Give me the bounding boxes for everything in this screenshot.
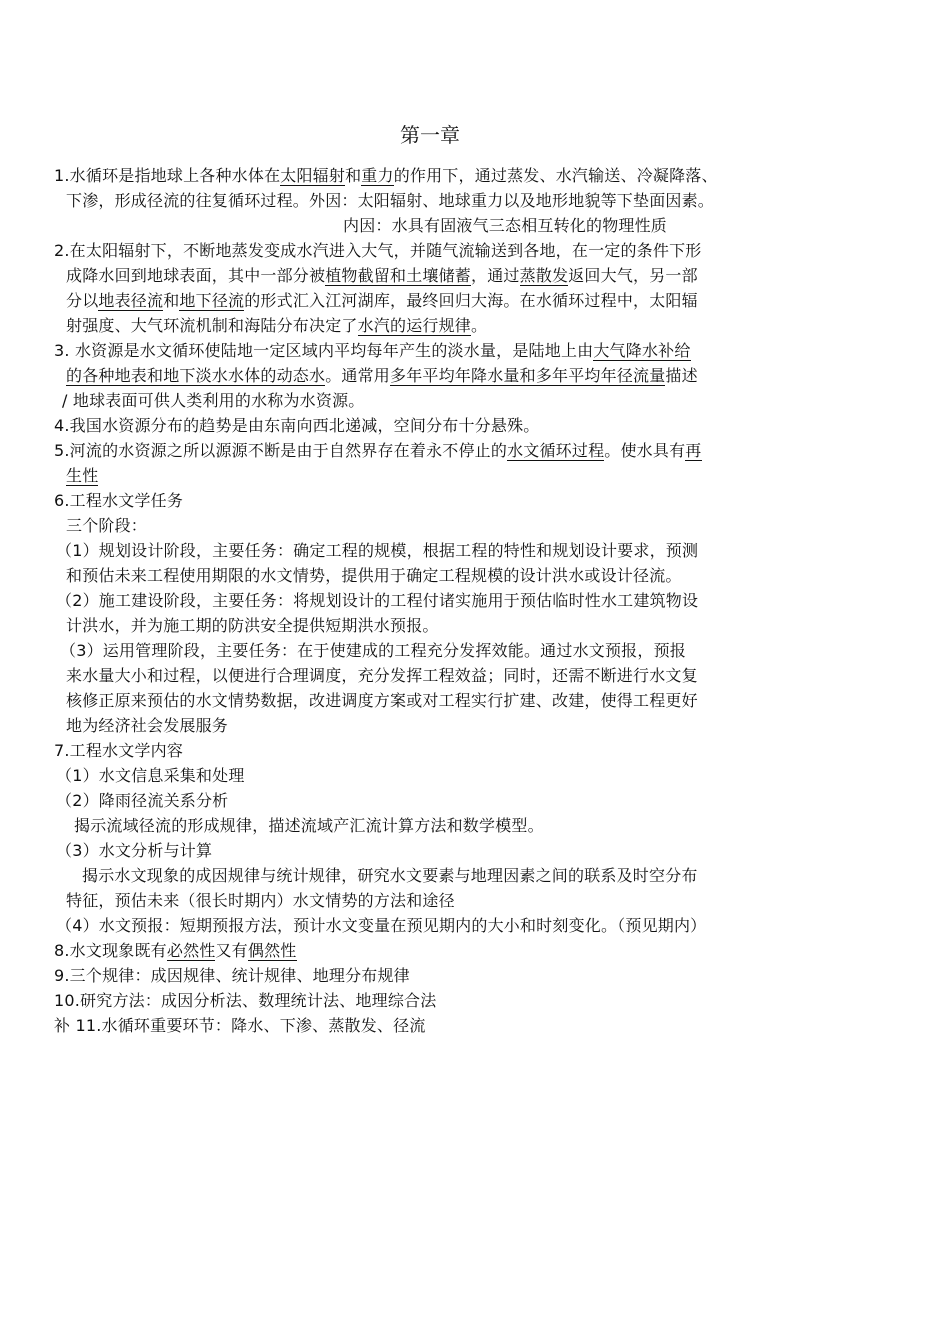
- underlined-term: 地表径流: [98, 291, 164, 310]
- underlined-term: 植物截留和土壤储蓄: [325, 266, 472, 285]
- chapter-title: 第一章: [400, 123, 460, 147]
- p1-line-2: 下渗，形成径流的往复循环过程。外因：太阳辐射、地球重力以及地形地貌等下垫面因素。: [66, 191, 715, 210]
- underlined-term: 必然性: [166, 941, 216, 960]
- p5-text: 5.河流的水资源之所以源源不断是由于自然界存在着永不停止的: [54, 441, 508, 460]
- p3-line-2: [66, 364, 698, 388]
- p8-text: 又有: [215, 941, 248, 960]
- p5-text: 。使水具有: [604, 441, 686, 460]
- p5-line-1: [54, 439, 702, 463]
- underlined-term: 再: [685, 441, 702, 460]
- p2-text: 分以: [66, 291, 99, 310]
- p8-line: [54, 939, 297, 963]
- p3-text: 。通常用: [325, 366, 391, 385]
- p3-text: 描述: [665, 366, 698, 385]
- underlined-term: 重力: [361, 166, 394, 185]
- underlined-term: 偶然性: [247, 941, 297, 960]
- p1-text: 和: [345, 166, 362, 185]
- underlined-term: 太阳辐射: [280, 166, 346, 185]
- p2-text: 射强度、大气环流机制和海陆分布决定了: [66, 316, 358, 335]
- p7-item-3-desc-2: 特征，预估未来（很长时期内）水文情势的方法和途径: [66, 891, 455, 910]
- underlined-term: 的各种地表和地下淡水水体的动态水: [66, 366, 326, 385]
- p6-stage-3-line-4: 地为经济社会发展服务: [66, 716, 229, 735]
- p1-line-3: 内因：水具有固液气三态相互转化的物理性质: [343, 216, 668, 235]
- p8-text: 8.水文现象既有: [54, 941, 167, 960]
- p5-line-2: [66, 464, 98, 488]
- p4-line: 4.我国水资源分布的趋势是由东南向西北递减，空间分布十分悬殊。: [54, 416, 540, 435]
- p2-line-2: [66, 264, 698, 288]
- p6-stage-3-line-2: 来水量大小和过程，以便进行合理调度，充分发挥工程效益；同时，还需不断进行水文复: [66, 666, 698, 685]
- underlined-term: 多年平均年降水量和多年平均年径流量: [390, 366, 666, 385]
- underlined-term: 地下径流: [179, 291, 245, 310]
- p2-text: 的形式汇入江河湖库，最终回归大海。在水循环过程中，太阳辐: [244, 291, 698, 310]
- p7-item-3: （3）水文分析与计算: [56, 841, 213, 860]
- p1-text: 1.水循环是指地球上各种水体在: [54, 166, 281, 185]
- p2-text: ，通过: [471, 266, 520, 285]
- p2-text: 。: [471, 316, 488, 335]
- p2-text: 成降水回到地球表面，其中一部分被: [66, 266, 326, 285]
- p10-line: 10.研究方法：成因分析法、数理统计法、地理综合法: [54, 991, 437, 1010]
- p11-line: 补 11.水循环重要环节：降水、下渗、蒸散发、径流: [54, 1016, 426, 1035]
- p3-line-1: [54, 339, 691, 363]
- p6-stage-2-line-1: （2）施工建设阶段，主要任务：将规划设计的工程付诸实施用于预估临时性水工建筑物设: [56, 591, 699, 610]
- p6-stage-3-line-3: 核修正原来预估的水文情势数据，改进调度方案或对工程实行扩建、改建，使得工程更好: [66, 691, 698, 710]
- p3-text: 3. 水资源是水文循环使陆地一定区域内平均每年产生的淡水量，是陆地上由: [54, 341, 594, 360]
- underlined-term: 大气降水补给: [593, 341, 691, 360]
- p6-stage-1-line-2: 和预估未来工程使用期限的水文情势，提供用于确定工程规模的设计洪水或设计径流。: [66, 566, 682, 585]
- p1-line-1: [54, 164, 718, 188]
- p7-item-1: （1）水文信息采集和处理: [56, 766, 245, 785]
- p2-text: 和: [163, 291, 180, 310]
- p2-text: 返回大气，另一部: [568, 266, 698, 285]
- p3-line-3: / 地球表面可供人类利用的水称为水资源。: [62, 391, 365, 410]
- p2-line-4: [66, 314, 487, 338]
- p6-stage-1-line-1: （1）规划设计阶段，主要任务：确定工程的规模，根据工程的特性和规划设计要求，预测: [56, 541, 699, 560]
- p7-heading: 7.工程水文学内容: [54, 741, 184, 760]
- p7-item-4: （4）水文预报：短期预报方法，预计水文变量在预见期内的大小和时刻变化。（预见期内）: [56, 916, 707, 935]
- p7-item-2: （2）降雨径流关系分析: [56, 791, 229, 810]
- p6-subheading: 三个阶段：: [66, 516, 148, 535]
- underlined-term: 水文循环过程: [507, 441, 605, 460]
- p2-line-1: 2.在太阳辐射下，不断地蒸发变成水汽进入大气，并随气流输送到各地，在一定的条件下形: [54, 241, 702, 260]
- p6-heading: 6.工程水文学任务: [54, 491, 184, 510]
- p6-stage-3-line-1: （3）运用管理阶段，主要任务：在于使建成的工程充分发挥效能。通过水文预报，预报: [60, 641, 686, 660]
- p2-line-3: [66, 289, 698, 313]
- p7-item-3-desc-1: 揭示水文现象的成因规律与统计规律，研究水文要素与地理因素之间的联系及时空分布: [82, 866, 698, 885]
- underlined-term: 蒸散发: [519, 266, 569, 285]
- underlined-term: 生性: [66, 466, 99, 485]
- underlined-term: 水汽的运行规律: [357, 316, 472, 335]
- p6-stage-2-line-2: 计洪水，并为施工期的防洪安全提供短期洪水预报。: [66, 616, 439, 635]
- p1-text: 的作用下，通过蒸发、水汽输送、冷凝降落、: [393, 166, 718, 185]
- p9-line: 9.三个规律：成因规律、统计规律、地理分布规律: [54, 966, 410, 985]
- p7-item-2-desc: 揭示流域径流的形成规律，描述流域产汇流计算方法和数学模型。: [74, 816, 544, 835]
